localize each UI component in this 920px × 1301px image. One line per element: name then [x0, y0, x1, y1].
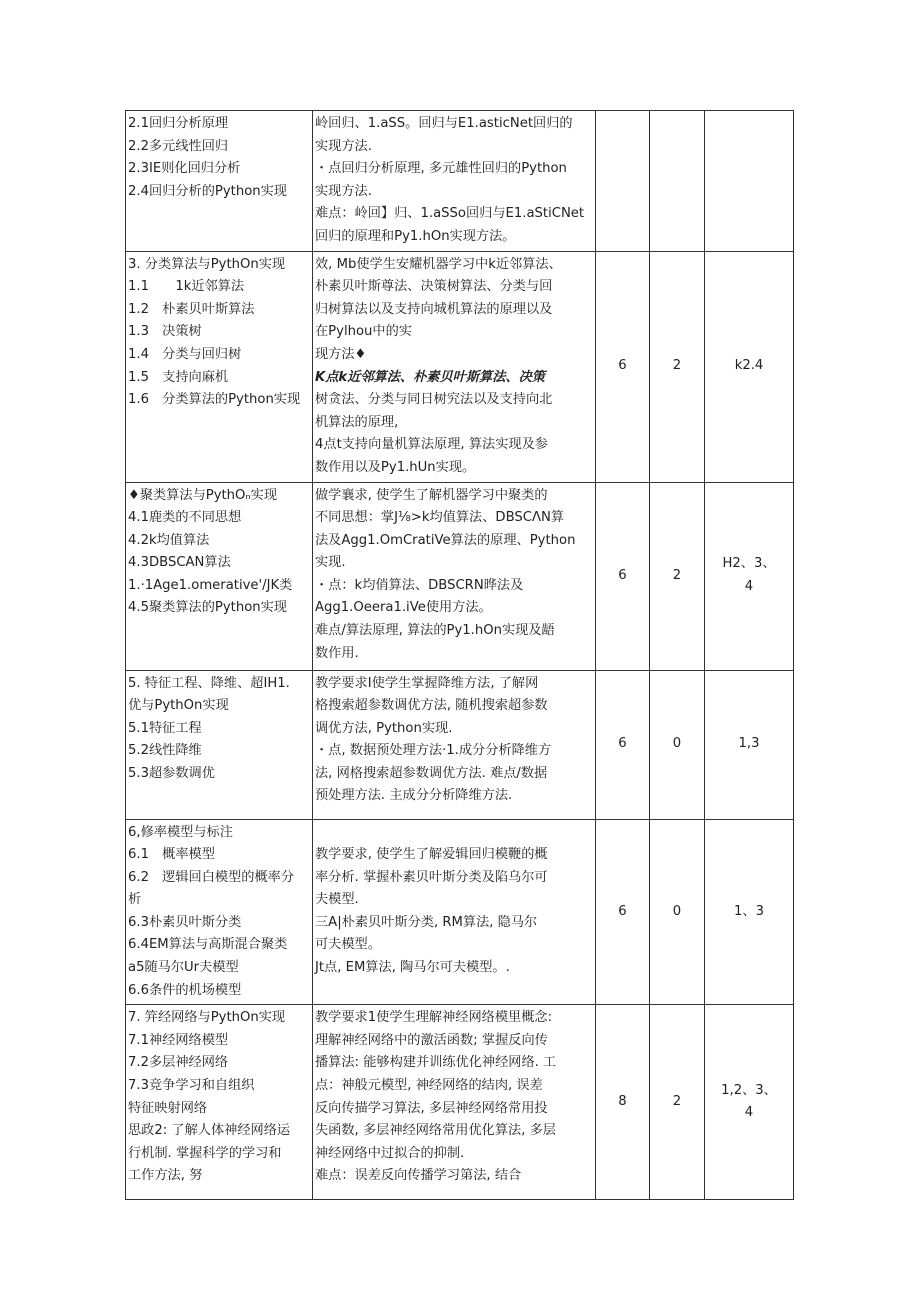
objectives-cell: 1,2、3、 4 [705, 1005, 794, 1200]
lab-hours-cell: 0 [650, 670, 705, 819]
lab-hours-cell: 2 [650, 482, 705, 670]
objectives-cell [705, 111, 794, 252]
lecture-hours-cell: 6 [596, 670, 650, 819]
requirements-cell: 岭回归、1.aSS。回归与E1.asticNet回归的 实现方法. ・点回归分析原理, 多元雄性回归的Python 实现方法. 难点：岭回】归、1.aSSo回归与E1.aStiCNet 回归的原理和Py1.hOn实现方法。 [313, 111, 596, 252]
lab-hours-cell: 0 [650, 819, 705, 1005]
table-row [126, 482, 794, 670]
requirements-cell: 教学要求I使学生掌握降维方法, 了解网 格搜索超参数调优方法, 随机搜索超参数 调优方法, Python实现. ・点, 数据预处理方法·1.成分分析降维方 法, 网格搜索超参数调优方法. 难点/数据 预处理方法. 主成分分析降维方法. [313, 670, 596, 819]
objectives-cell: 1、3 [705, 819, 794, 1005]
lecture-hours-cell: 6 [596, 251, 650, 482]
lecture-hours-cell: 8 [596, 1005, 650, 1200]
requirements-cell: 做学襄求, 使学生了解机器学习中聚类的 不同思想：掌J⅛>k均值算法、DBSCΛN算 法及Agg1.OmCratiVe算法的原理、Python 实现. ・点：k均俏算法、DBSCRN晔法及 Agg1.Oeera1.iVe使用方法。 难点/算法原理, 算法的Py1.hOn实现及龉 数作用. [313, 482, 596, 670]
lecture-hours-cell: 6 [596, 819, 650, 1005]
table-row [126, 111, 794, 252]
lab-hours-cell: 2 [650, 251, 705, 482]
lab-hours-cell [650, 111, 705, 252]
lecture-hours-cell: 6 [596, 482, 650, 670]
topic-cell: ♦聚类算法与PythOₙ实现 4.1鹿类的不同思想 4.2k均值算法 4.3DBSCAN算法 1.·1Age1.omerative'/JK类 4.5聚类算法的Python实现 [126, 482, 313, 670]
lab-hours-cell: 2 [650, 1005, 705, 1200]
objectives-cell: k2.4 [705, 251, 794, 482]
requirements-cell: 教学要求1使学生理解神经网络模里概念: 理解神经网络中的激活函数; 掌握反向传 播算法: 能够构建并训练优化神经网络. 工 点：神般元模型, 神经网络的结肉, 误差 反向传描学习算法, 多层神经网络常用投 失函数, 多层神经网络常用优化算法, 多层 神经网络中过拟合的抑制. 难点：误差反向传播学习第法, 结合 [313, 1005, 596, 1200]
topic-cell: 5. 特征工程、降维、超IH1. 优与PythOn实现 5.1特征工程 5.2线性降维 5.3超参数调优 [126, 670, 313, 819]
topic-cell: 2.1回归分析原理 2.2多元线性回归 2.3IE则化回归分析 2.4回归分析的Python实现 [126, 111, 313, 252]
topic-cell: 6,修率模型与标注 6.1 概率模型 6.2 逻辑回白模型的概率分 析 6.3朴素贝叶斯分类 6.4EM算法与高斯混合聚类 a5随马尔Ur夫模型 6.6条件的机场模型 [126, 819, 313, 1005]
table-row [126, 819, 794, 1005]
topic-cell: 7. 笄经网络与PythOn实现 7.1神经网络模型 7.2多层神经网络 7.3竞争学习和自组织 特征映射网络 思政2: 了解人体神经网络运 行机制. 掌握科学的学习和 工作方法, 努 [126, 1005, 313, 1200]
requirements-cell: 教学要求, 使学生了解爱辑回归模鞭的概 率分析. 掌握朴素贝叶斯分类及陷乌尔可 夫模型. 三A|朴素贝叶斯分类, RM算法, 隐马尔 可夫模型。 Jt点, EM算法, 陶马尔可夫模型。. [313, 819, 596, 1005]
requirements-cell: 效, Mb使学生安耀机器学习中k近邻算法、 朴素贝叶斯尊法、决策树算法、分类与回 归树算法以及支持向城机算法的原理以及 在Pylhou中的实 现方法♦ K点k近邻算法、朴素贝叶斯算法、决策 树贪法、分类与同日树究法以及支持向北 机算法的原理, 4点t支持向量机算法原理, 算法实现及参 数作用以及Py1.hUn实现。 [313, 251, 596, 482]
objectives-cell: H2、3、 4 [705, 482, 794, 670]
lecture-hours-cell [596, 111, 650, 252]
table-row [126, 670, 794, 819]
table-row [126, 251, 794, 482]
table-row [126, 1005, 794, 1200]
topic-cell: 3. 分类算法与PythOn实现 1.1 1k近邻算法 1.2 朴素贝叶斯算法 1.3 决策树 1.4 分类与回归树 1.5 支持向麻机 1.6 分类算法的Python实现 [126, 251, 313, 482]
syllabus-body [126, 111, 794, 1200]
syllabus-table [125, 110, 794, 1200]
objectives-cell: 1,3 [705, 670, 794, 819]
